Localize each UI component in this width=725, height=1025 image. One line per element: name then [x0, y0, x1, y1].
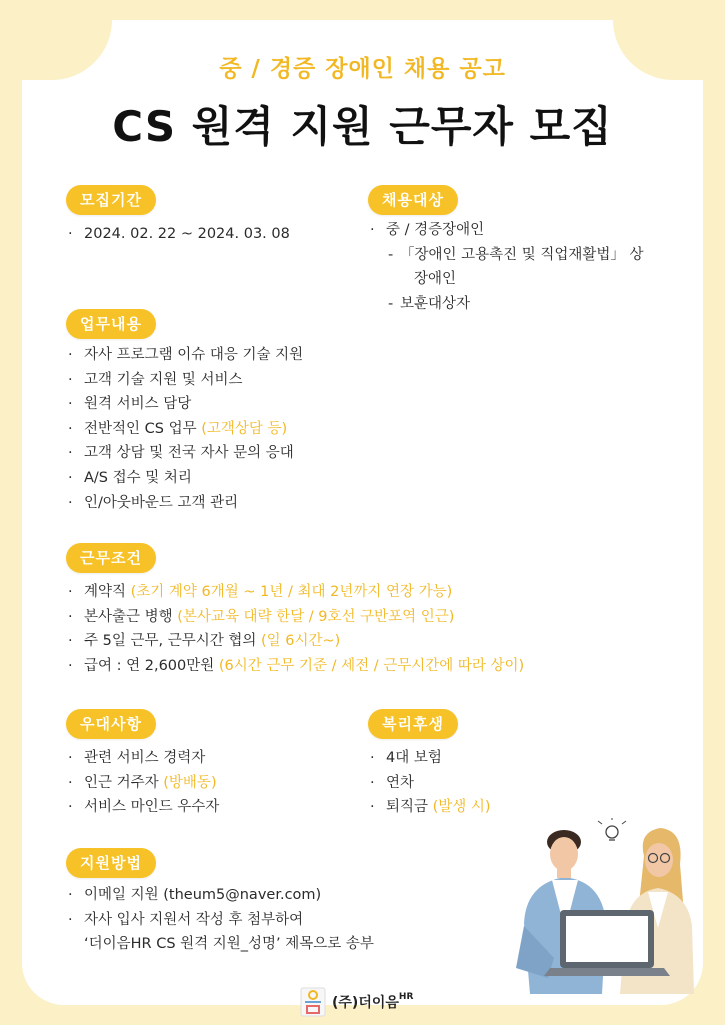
duties-label: 업무내용: [66, 309, 156, 339]
condition-main: 계약직: [84, 584, 127, 600]
benefit-main: 퇴직금: [386, 799, 429, 816]
preferred-label: 우대사항: [66, 709, 156, 739]
conditions-list: [66, 580, 524, 678]
company-suffix: HR: [398, 992, 414, 1002]
list-item: [66, 417, 303, 442]
list-item: · 2024. 02. 22 ~ 2024. 03. 08: [66, 222, 290, 247]
duty-cs-note: (고객상담 등): [201, 420, 288, 437]
list-item: [66, 629, 524, 654]
benefit-note: (발생 시): [432, 799, 491, 816]
people-laptop-illustration: [508, 818, 698, 998]
list-item: [66, 771, 219, 796]
list-item: · 자사 입사 지원서 작성 후 첨부하여: [66, 908, 374, 933]
apply-list: [66, 883, 374, 957]
preferred-list: [66, 746, 219, 820]
period-list: [66, 222, 290, 247]
condition-main: 본사출근 병행: [84, 608, 173, 625]
list-item: · 서비스 마인드 우수자: [66, 795, 219, 820]
list-item: ‘더이음HR CS 원격 지원_성명’ 제목으로 송부: [84, 936, 374, 953]
list-item: · 원격 서비스 담당: [66, 392, 303, 417]
list-item: · A/S 접수 및 처리: [66, 466, 303, 491]
list-item: - 보훈대상자: [368, 292, 644, 317]
list-item: · 자사 프로그램 이슈 대응 기술 지원: [66, 343, 303, 368]
list-item: 장애인: [414, 271, 457, 288]
list-item: · 4대 보험: [368, 746, 491, 771]
duties-list: [66, 343, 303, 515]
list-item: · 관련 서비스 경력자: [66, 746, 219, 771]
apply-label: 지원방법: [66, 848, 156, 878]
lightbulb-icon: [598, 818, 626, 840]
company-name: [332, 992, 413, 1012]
poster-title: CS 원격 지원 근무자 모집: [112, 102, 613, 151]
list-item: · 고객 상담 및 전국 자사 문의 응대: [66, 441, 303, 466]
company-logo: [300, 987, 413, 1017]
condition-note: (초기 계약 6개월 ~ 1년 / 최대 2년까지 연장 가능): [130, 584, 453, 600]
list-item: · 중 / 경증장애인: [368, 218, 644, 243]
list-item: · 고객 기술 지원 및 서비스: [66, 368, 303, 393]
list-item: - 「장애인 고용촉진 및 직업재활법」 상: [368, 243, 644, 268]
laptop-icon: [544, 910, 670, 976]
benefits-label: 복리후생: [368, 709, 458, 739]
target-label: 채용대상: [368, 185, 458, 215]
condition-note: (6시간 근무 기준 / 세전 / 근무시간에 따라 상이): [218, 657, 525, 674]
list-item: [368, 795, 491, 820]
benefits-list: [368, 746, 491, 820]
period-label: 모집기간: [66, 185, 156, 215]
condition-main: 주 5일 근무, 근무시간 협의: [84, 633, 257, 650]
list-item: · 이메일 지원 (theum5@naver.com): [66, 883, 374, 908]
preferred-note: (방배동): [163, 774, 217, 791]
list-item: [66, 654, 524, 679]
condition-note: (일 6시간~): [260, 633, 341, 650]
condition-main: 급여 : 연 2,600만원: [84, 657, 215, 674]
condition-note: (본사교육 대략 한달 / 9호선 구반포역 인근): [177, 608, 455, 625]
company-prefix: (주): [332, 995, 359, 1011]
preferred-main: 인근 거주자: [84, 774, 159, 791]
company-name-text: 더이음: [358, 995, 399, 1011]
list-item: [66, 580, 524, 605]
conditions-label: 근무조건: [66, 543, 156, 573]
target-list: [368, 218, 644, 316]
list-item: · 연차: [368, 771, 491, 796]
list-item: · 인/아웃바운드 고객 관리: [66, 491, 303, 516]
poster-subtitle: 중 / 경증 장애인 채용 공고: [219, 56, 506, 82]
list-item: [66, 605, 524, 630]
duty-cs-main: 전반적인 CS 업무: [84, 420, 197, 437]
logo-mark-icon: [300, 987, 326, 1017]
